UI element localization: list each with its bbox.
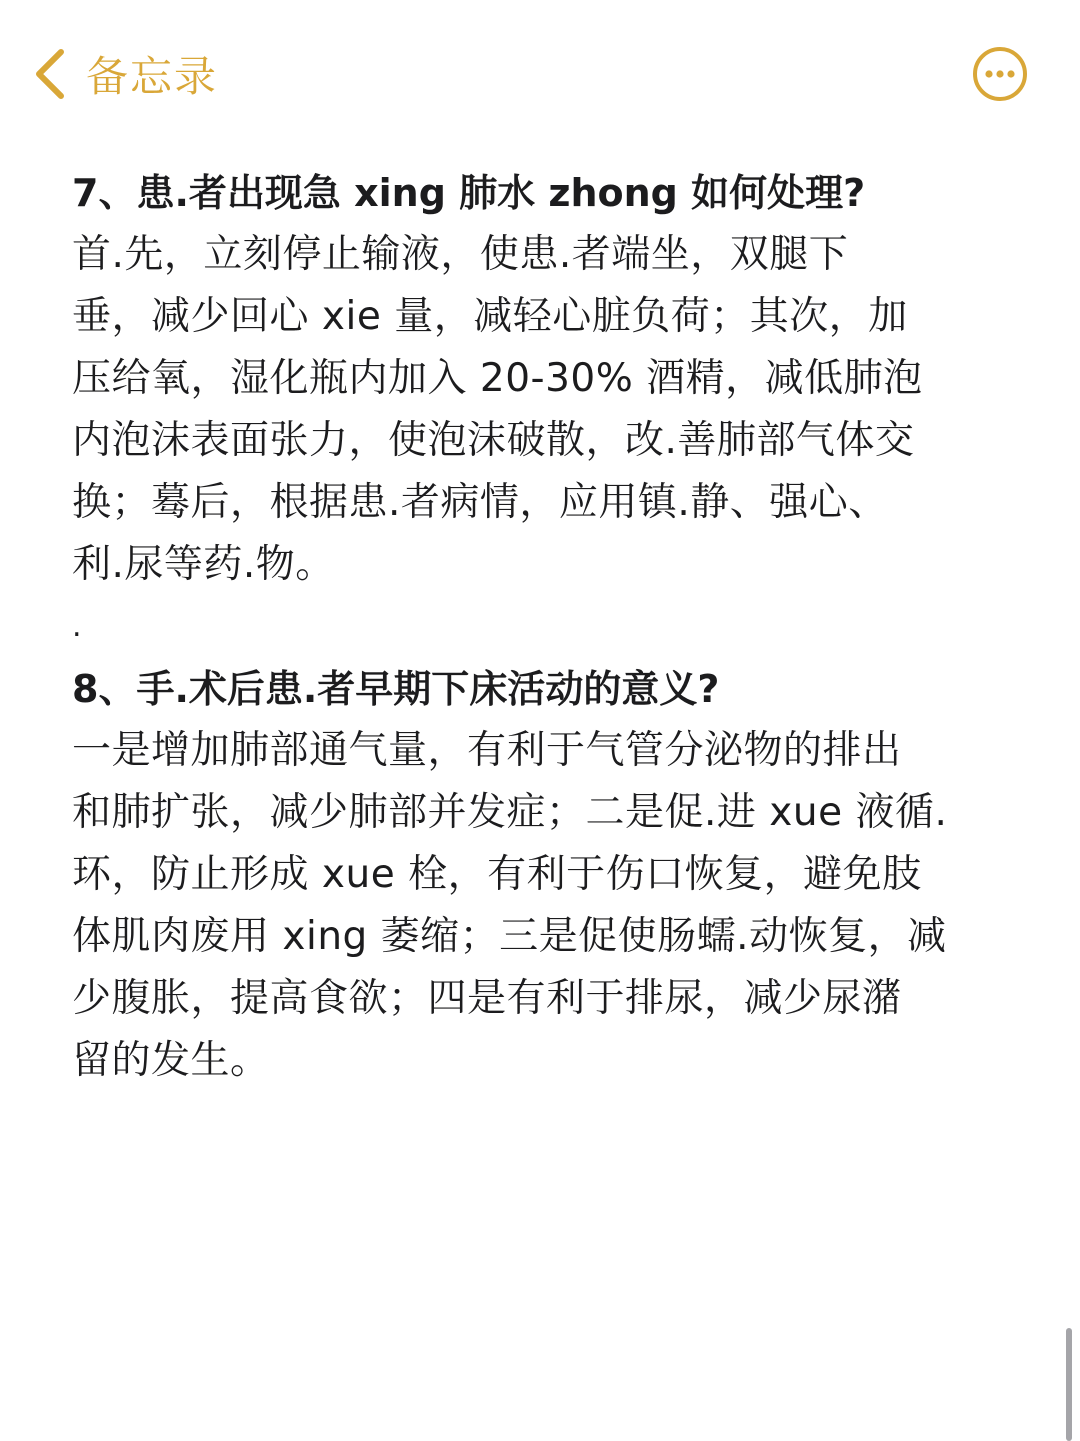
answer-line: 垂，减少回心 xie 量，减轻心脏负荷；其次，加: [72, 294, 908, 339]
answer-line: 利.尿等药.物。: [72, 542, 335, 587]
more-options-button[interactable]: [972, 46, 1028, 102]
answer-line: 换；蓦后，根据患.者病情，应用镇.静、强心、: [72, 480, 888, 525]
scroll-indicator[interactable]: [1066, 1328, 1072, 1441]
ellipsis-circle-icon: [972, 87, 1028, 106]
navigation-bar: [0, 0, 1080, 150]
note-body[interactable]: [72, 162, 1012, 1092]
back-button[interactable]: [30, 44, 218, 104]
answer-line: 首.先，立刻停止输液，使患.者端坐，双腿下: [72, 232, 849, 277]
question-7-answer: [72, 224, 1012, 596]
question-7-title: 7、患.者出现急 xing 肺水 zhong 如何处理?: [72, 171, 866, 215]
question-8-answer: [72, 720, 1012, 1092]
answer-line: 内泡沫表面张力，使泡沫破散，改.善肺部气体交: [72, 418, 915, 463]
answer-line: 留的发生。: [72, 1038, 270, 1083]
answer-line: 少腹胀，提高食欲；四是有利于排尿，减少尿潴: [72, 976, 902, 1021]
answer-line: 体肌肉废用 xing 萎缩；三是促使肠蠕.动恢复，减: [72, 914, 947, 959]
answer-line: 压给氧，湿化瓶内加入 20-30% 酒精，减低肺泡: [72, 356, 923, 401]
answer-line: 一是增加肺部通气量，有利于气管分泌物的排出: [72, 728, 902, 773]
answer-line: 环，防止形成 xue 栓，有利于伤口恢复，避免肢: [72, 852, 922, 897]
answer-line: 和肺扩张，减少肺部并发症；二是促.进 xue 液循.: [72, 790, 948, 835]
chevron-left-icon: [30, 44, 70, 104]
separator-dot: .: [72, 609, 82, 644]
question-8-title: 8、手.术后患.者早期下床活动的意义?: [72, 667, 720, 711]
back-label: 备忘录: [86, 52, 219, 101]
